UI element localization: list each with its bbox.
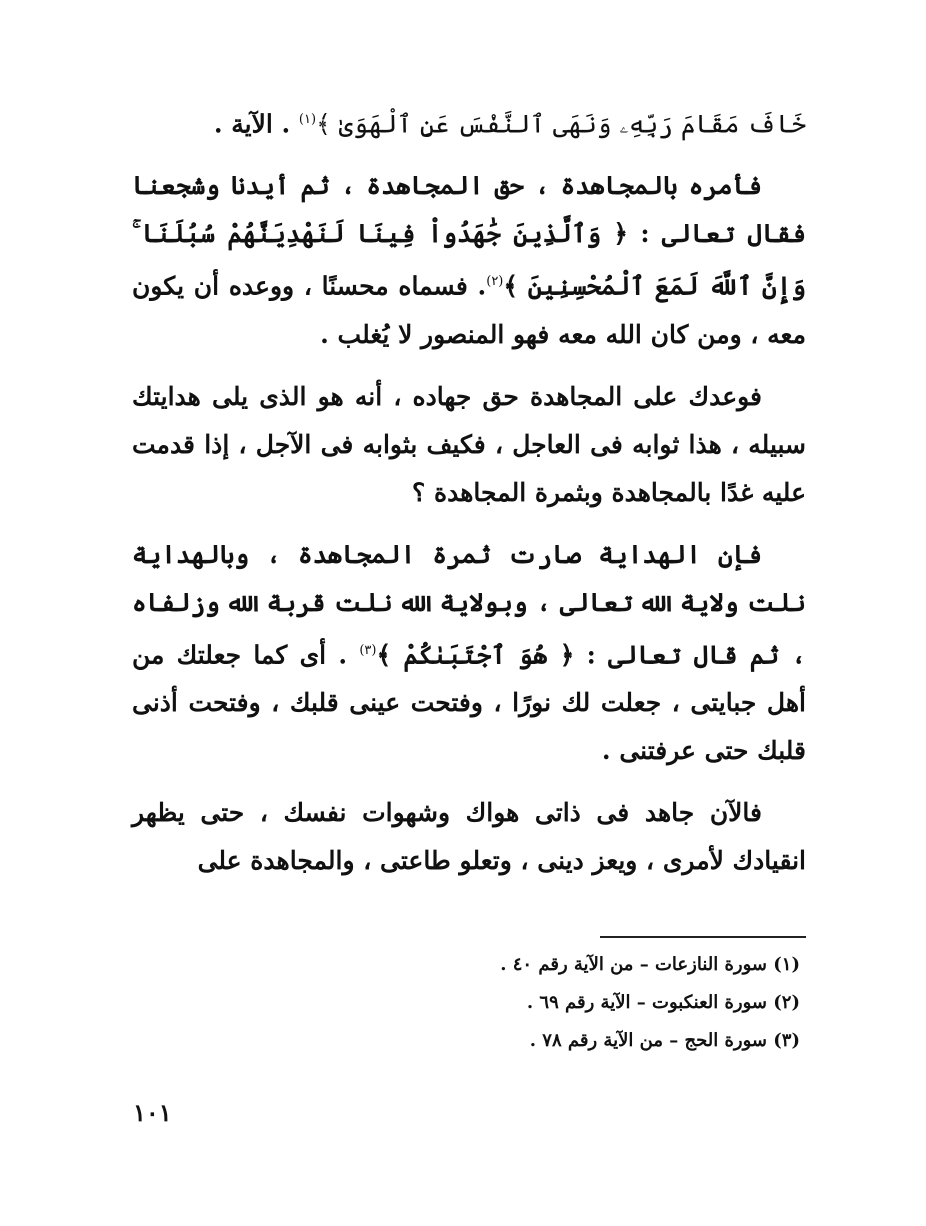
footnote-3: (٣) سورة الحج – من الآية رقم ٧٨ .	[529, 1030, 800, 1051]
paragraph-3-text: فوعدك على المجاهدة حق جهاده ، أنه هو الذى يلى هدايتك سبيله ، هذا ثوابه فى العاجل ، فكيف بثوابه فى الآجل ، إذا قدمت عليه غدًا بالمجاهدة وبثمرة المجاهدة ؟	[132, 381, 806, 507]
footnotes	[300, 946, 800, 1060]
paragraph-4-tail: . أى كما جعلتك من أهل جبايتى ، جعلت لك نورًا ، وفتحت عينى قلبك ، وفتحت أذنى قلبك حتى عرفتنى .	[132, 639, 806, 765]
paragraph-5	[132, 789, 806, 885]
paragraph-5-text: فالآن جاهد فى ذاتى هواك وشهوات نفسك ، حتى يظهر انقيادك لأمرى ، ويعز دينى ، وتعلو طاعتى ، والمجاهدة على	[132, 797, 806, 875]
page-number: ١٠١	[133, 1098, 172, 1127]
footnote-2: (٢) سورة العنكبوت – الآية رقم ٦٩ .	[526, 992, 800, 1013]
footnote-1: (١) سورة النازعات – من الآية رقم ٤٠ .	[500, 954, 800, 975]
footnote-divider	[600, 936, 806, 938]
footnote-ref-1: (١)	[298, 112, 317, 127]
paragraph-2-text: فأمره بالمجاهدة ، حق المجاهدة ، ثم أيدنا وشجعنا فقال تعالى : ﴿ وَٱلَّذِينَ جَٰهَدُواْ فِينَا لَنَهْدِيَنَّهُمْ سُبُلَنَا ۚ وَإِنَّ ٱللَّهَ لَمَعَ ٱلْمُحْسِنِينَ ﴾	[132, 171, 806, 301]
paragraph-1-tail: . الآية .	[213, 109, 299, 139]
footnote-ref-3: (٣)	[359, 642, 377, 658]
body-text	[132, 96, 806, 899]
paragraph-2-tail: . فسماه محسنًا ، ووعده أن يكون معه ، ومن كان الله معه فهو المنصور لا يُغلب .	[132, 271, 806, 349]
paragraph-4-text: فإن الهداية صارت ثمرة المجاهدة ، وبالهداية نلت ولاية الله تعالى ، وبولاية الله نلت قربة الله وزلفاه ، ثم قال تعالى : ﴿ هُوَ ٱجْتَبَىٰكُمْ ﴾	[132, 539, 806, 669]
quran-verse-1: خَافَ مَقَامَ رَبِّهِۦ وَنَهَى ٱلنَّفْسَ عَنِ ٱلْهَوَىٰ ﴾	[316, 109, 806, 139]
paragraph-2	[132, 162, 806, 358]
paragraph-1	[132, 96, 806, 148]
footnote-ref-2: (٢)	[486, 274, 504, 290]
paragraph-4	[132, 531, 806, 775]
paragraph-3	[132, 373, 806, 517]
